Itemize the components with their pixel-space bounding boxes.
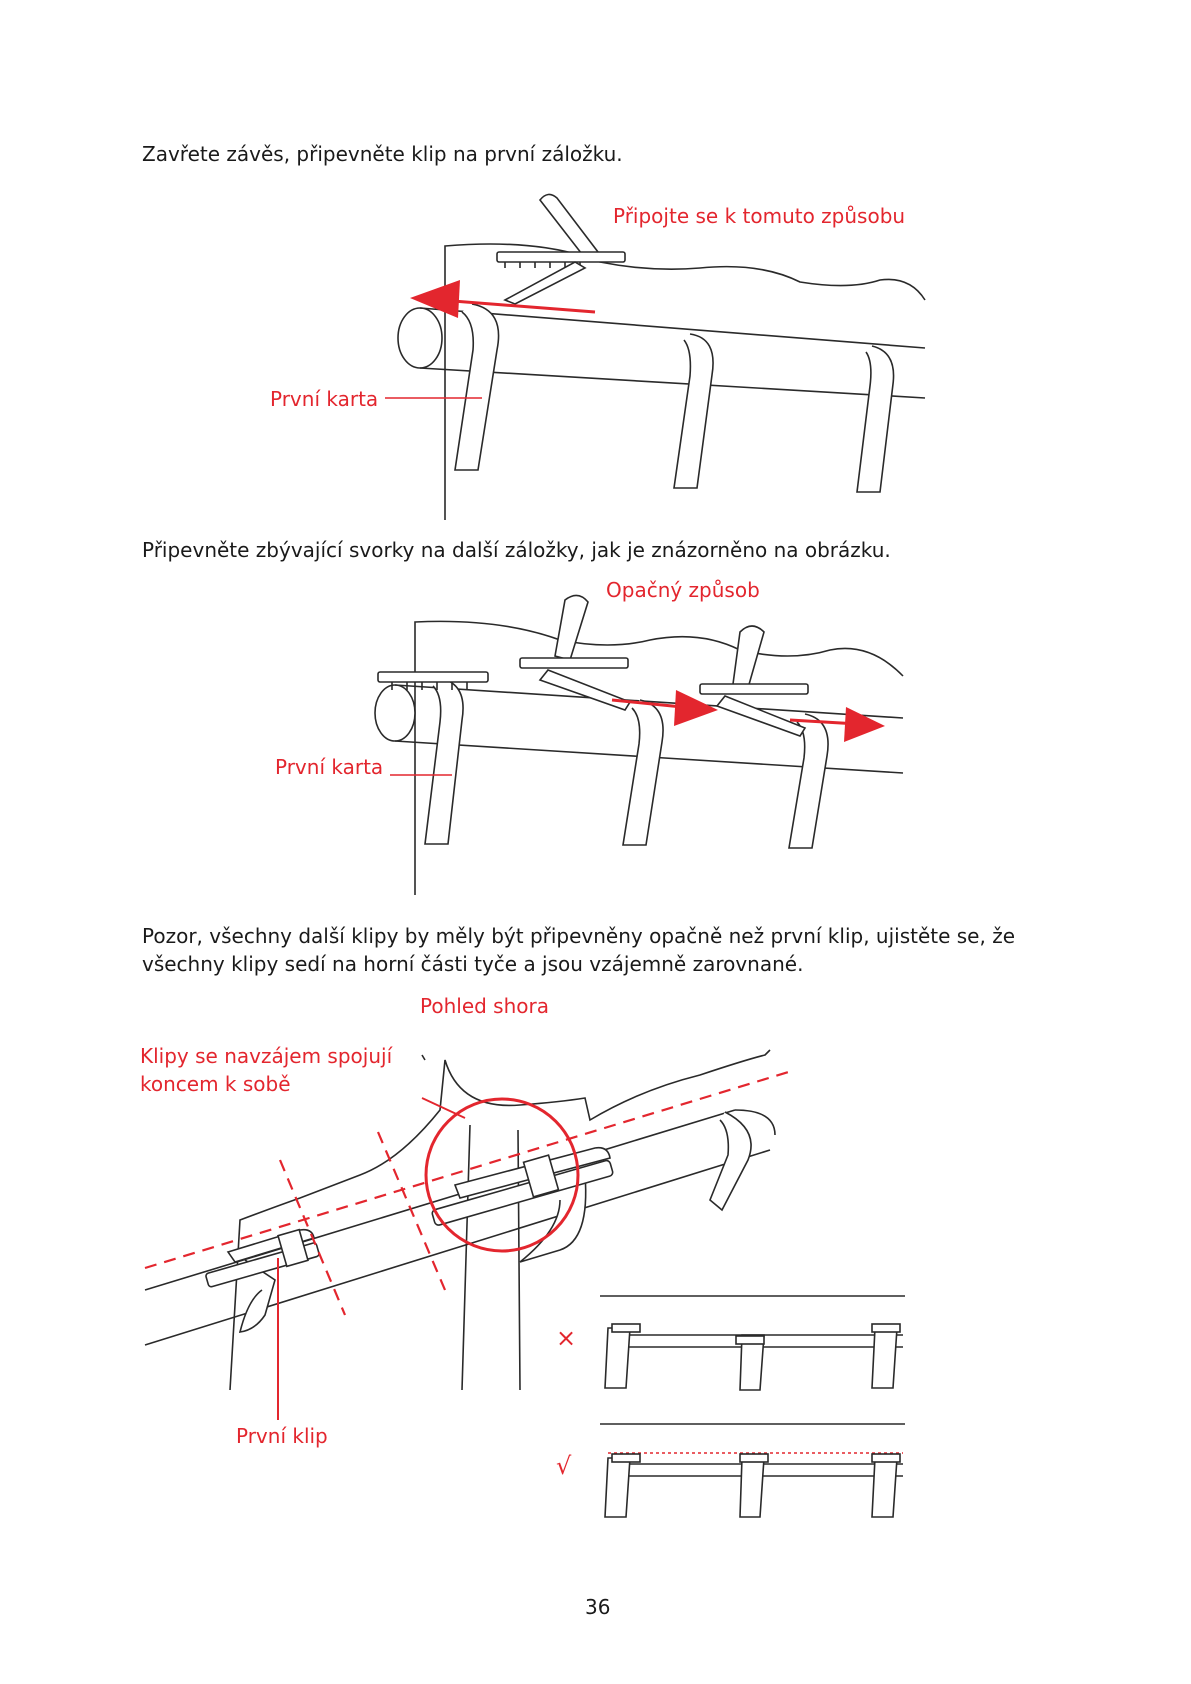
- instruction-step-3-line-1: Pozor, všechny další klipy by měly být připevněny opačně než první klip, ujistěte se, že: [142, 924, 1016, 948]
- callout-first-tab: První karta: [270, 387, 379, 411]
- page-number: 36: [585, 1595, 611, 1619]
- callout-first-tab: První karta: [275, 755, 384, 779]
- instruction-step-2: Připevněte zbývající svorky na další záložky, jak je znázorněno na obrázku.: [142, 538, 891, 562]
- callout-clips-join-line-1: Klipy se navzájem spojují: [140, 1044, 393, 1068]
- curtain-tabs: [240, 1112, 751, 1332]
- callout-clips-join-line-2: koncem k sobě: [140, 1072, 291, 1096]
- wrong-mark: ×: [556, 1324, 577, 1352]
- curtain-edge: [230, 1050, 770, 1390]
- callout-top-view: Pohled shora: [420, 994, 549, 1018]
- instruction-step-1: Zavřete závěs, připevněte klip na první záložku.: [142, 142, 623, 166]
- comparison-right: [600, 1424, 905, 1517]
- callout-opposite-method: Opačný způsob: [606, 578, 760, 602]
- right-mark: √: [556, 1452, 572, 1480]
- callout-method: Připojte se k tomuto způsobu: [613, 204, 906, 228]
- callout-first-clip: První klip: [236, 1424, 328, 1448]
- instruction-step-3-line-2: všechny klipy sedí na horní části tyče a jsou vzájemně zarovnané.: [142, 952, 804, 976]
- comparison-wrong: [600, 1296, 905, 1390]
